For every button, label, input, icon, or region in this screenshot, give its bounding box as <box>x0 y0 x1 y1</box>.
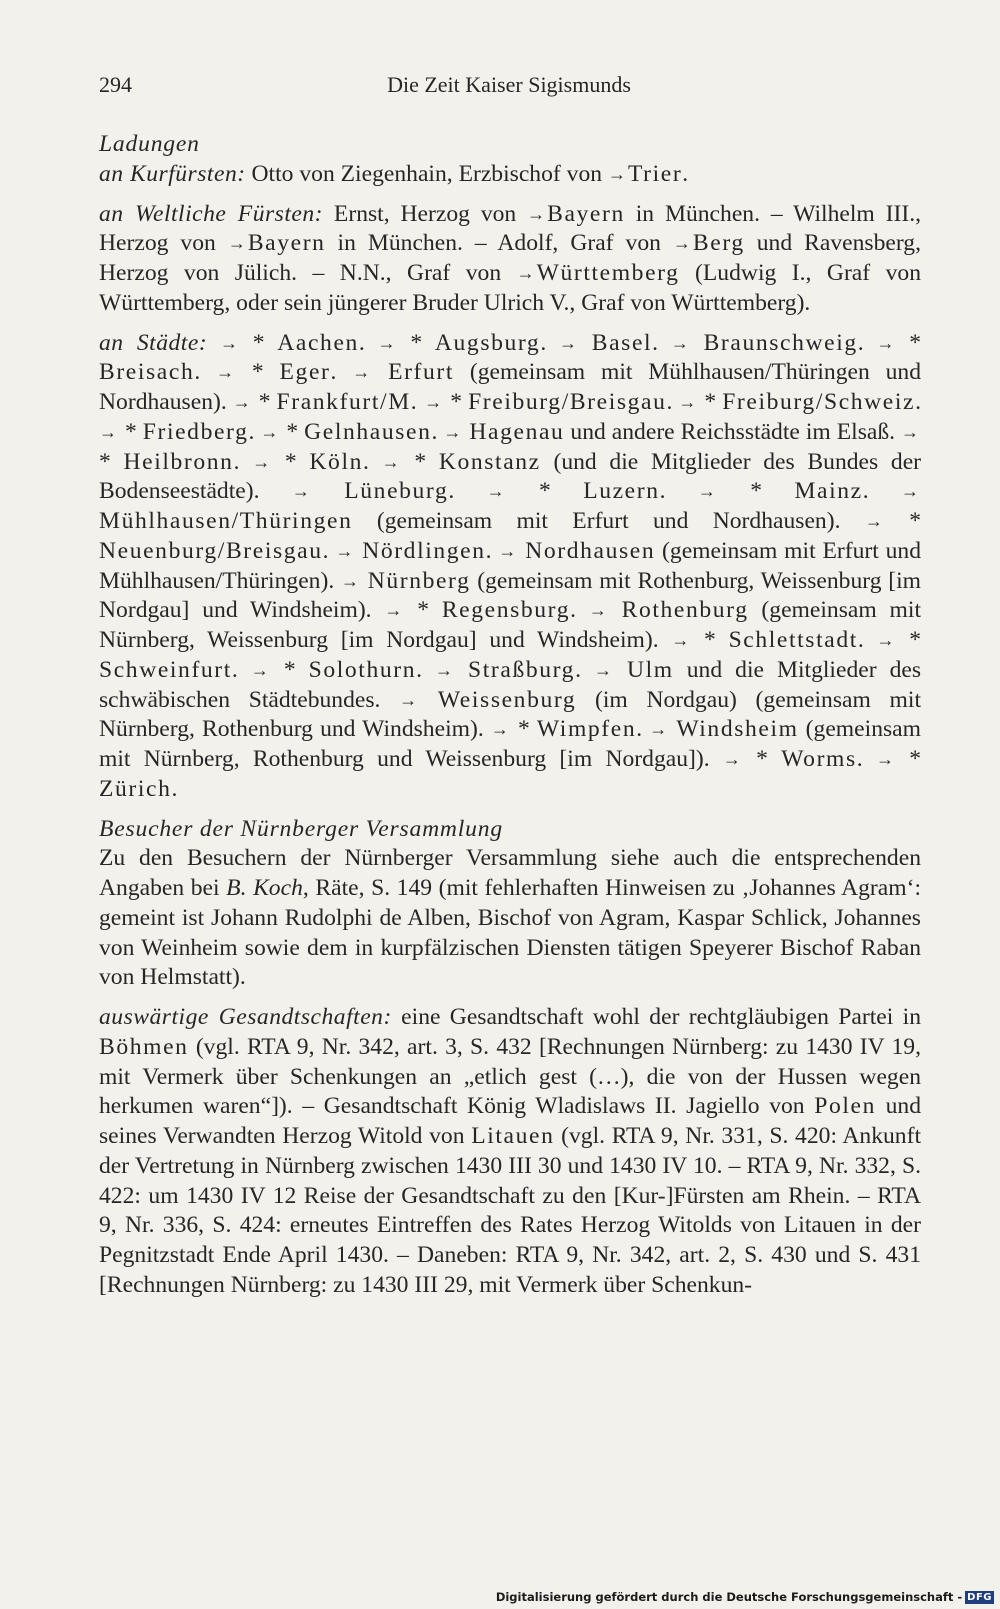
arrow-icon: → <box>252 451 271 472</box>
city-name: Straßburg <box>468 656 576 683</box>
arrow-icon: → <box>219 332 238 353</box>
text: (vgl. RTA 9, Nr. 342, art. 3, S. 432 [Rechnungen Nürnberg: zu 1430 IV 19, mit Vermerk über Schenkungen an „etlich gest (…), die von der Hussen wegen herkumen waren“]). – Gesandtschaft König Wladislaws II. Jagiello von <box>99 1033 921 1120</box>
city-note: . <box>857 329 877 356</box>
city-name: Köln <box>309 448 364 475</box>
city-name: Aachen <box>277 329 359 356</box>
city-note: . <box>540 329 559 356</box>
city-note: . <box>431 418 444 445</box>
arrow-icon: → <box>649 719 668 740</box>
city-name: Erfurt <box>388 359 455 386</box>
city-name: Gelnhausen <box>304 418 432 445</box>
city-name: Nürnberg <box>367 567 471 594</box>
arrow-icon: → <box>672 233 691 254</box>
arrow-icon: → <box>593 659 612 680</box>
city-note: . <box>330 359 353 386</box>
city-name: Regensburg <box>441 597 571 624</box>
city-note: . <box>636 716 650 743</box>
arrow-icon: → <box>527 203 546 224</box>
text: eine Gesandtschaft wohl der rechtgläubigen Partei in <box>391 1004 921 1030</box>
paragraph-weltliche-fuersten <box>99 200 921 319</box>
paragraph-kurfuersten <box>99 160 921 190</box>
city-note: . <box>231 656 251 683</box>
city-name: Basel <box>591 329 653 356</box>
asterisk-icon: * <box>742 746 782 772</box>
arrow-icon: → <box>588 600 607 621</box>
city-note: . <box>194 359 217 386</box>
asterisk-icon: * <box>404 597 442 624</box>
asterisk-icon: * <box>510 716 537 743</box>
section-heading-besucher: Besucher der Nürnberger Versammlung <box>99 815 503 842</box>
arrow-icon: → <box>607 163 626 184</box>
text: Ernst, Herzog von <box>323 200 528 227</box>
arrow-icon: → <box>490 719 509 740</box>
city-note: . <box>233 448 253 475</box>
arrow-icon: → <box>424 392 443 412</box>
asterisk-icon: * <box>717 478 795 505</box>
asterisk-icon: * <box>884 508 921 534</box>
arrow-icon: → <box>232 392 251 412</box>
city-name: Lüneburg <box>344 478 449 505</box>
city-note: . <box>322 537 336 564</box>
arrow-icon: → <box>516 263 535 283</box>
arrow-icon: → <box>670 332 689 353</box>
asterisk-icon: * <box>239 329 278 356</box>
city-note: . <box>659 478 698 505</box>
city-note: . <box>575 656 594 683</box>
cross-reference: Württemberg <box>536 260 680 286</box>
arrow-icon: → <box>377 332 396 353</box>
city-note: (im Nordgau) (gemeinsam mit Nürnberg, Rothenburg und Windsheim). <box>99 686 921 743</box>
city-name: Neuenburg/Breisgau <box>99 537 323 564</box>
arrow-icon: → <box>250 659 269 680</box>
arrow-icon: → <box>399 689 418 710</box>
city-note: . <box>248 418 261 445</box>
text: in München. – Adolf, Graf von <box>325 230 673 257</box>
city-name: Wimpfen <box>536 716 637 743</box>
cross-reference: Bayern <box>547 200 625 227</box>
city-note: (gemeinsam mit Nürnberg, Weissenburg [im Nordgau] und Windsheim). <box>99 597 921 653</box>
city-note: . <box>448 478 487 505</box>
city-note: (gemeinsam mit Erfurt und Mühlhausen/Thüringen). <box>99 537 922 594</box>
city-note: . <box>666 389 679 415</box>
asterisk-icon: * <box>236 359 280 386</box>
arrow-icon: → <box>486 481 505 502</box>
city-name: Nordhausen <box>525 537 656 564</box>
arrow-icon: → <box>443 421 462 442</box>
city-name: Windsheim <box>676 716 799 743</box>
page-body <box>99 130 921 1301</box>
arrow-icon: → <box>435 659 454 680</box>
arrow-icon: → <box>697 481 716 502</box>
city-name: Eger <box>279 359 331 386</box>
city-note: . <box>171 775 178 802</box>
dfg-logo-icon: DFG <box>967 1591 992 1603</box>
arrow-icon: → <box>381 451 400 472</box>
city-name: Braunschweig <box>703 329 858 356</box>
arrow-icon: → <box>558 332 577 353</box>
asterisk-icon: * <box>280 418 305 445</box>
cross-reference: Bayern <box>247 230 326 257</box>
city-note: (gemeinsam mit Nürnberg, Rothenburg und Weissenburg [im Nordgau]). <box>99 716 921 772</box>
running-title: Die Zeit Kaiser Sigismunds <box>387 72 631 97</box>
paragraph-besucher <box>99 844 921 993</box>
city-note: . <box>485 537 499 564</box>
digitization-footer <box>496 1590 994 1604</box>
arrow-icon: → <box>260 421 279 442</box>
asterisk-icon: * <box>895 746 921 772</box>
paragraph-auswaertige-gesandtschaften <box>99 1003 921 1301</box>
arrow-icon: → <box>352 362 371 383</box>
city-note: . <box>570 597 589 624</box>
asterisk-icon: * <box>896 627 922 653</box>
city-name: Luzern <box>583 478 660 505</box>
arrow-icon: → <box>876 332 895 353</box>
city-name: Worms <box>781 746 857 772</box>
text: Otto von Ziegenhain, Erzbischof von <box>245 160 608 187</box>
city-name: Friedberg <box>142 418 249 445</box>
text: (vgl. RTA 9, Nr. 331, S. 420: Ankunft der Vertretung in Nürnberg zwischen 1430 III 30 und 1430 IV 10. – RTA 9, Nr. 332, S. 422: um 1430 IV 12 Reise der Gesandtschaft zu den [Kur-]Fürsten am Rhein. – RTA 9, Nr. 336, S. 424: erneutes Eintreffen des Rates Herzog Witolds von Litauen in der Pegnitzstadt Ende April 1430. – Daneben: RTA 9, Nr. 342, art. 2, S. 430 und S. 431 [Rechnungen Nürnberg: zu 1430 III 29, mit Vermerk über Schenkun- <box>99 1123 922 1298</box>
city-name: Konstanz <box>438 448 541 475</box>
city-name: Hagenau <box>469 418 565 445</box>
arrow-icon: → <box>99 421 117 442</box>
asterisk-icon: * <box>272 448 310 475</box>
asterisk-icon: * <box>691 627 729 653</box>
city-name: Frankfurt/M. <box>276 389 419 415</box>
text: Zu den Besuchern der Nürnberger Versammlung siehe auch die entsprechenden Angaben bei <box>99 845 921 901</box>
asterisk-icon: * <box>698 389 723 415</box>
city-name: Ulm <box>627 656 674 683</box>
paragraph-staedte <box>99 329 921 805</box>
city-note: (gemeinsam mit Rothenburg, Weissenburg [im Nordgau] und Windsheim). <box>99 567 921 624</box>
asterisk-icon: * <box>99 448 124 475</box>
asterisk-icon: * <box>252 389 277 415</box>
asterisk-icon: * <box>896 329 921 356</box>
city-name: Augsburg <box>434 329 541 356</box>
arrow-icon: → <box>340 570 359 591</box>
city-note: . <box>915 389 922 415</box>
city-name: Mainz <box>794 478 863 505</box>
arrow-icon: → <box>901 421 920 442</box>
city-note: (gemeinsam mit Mühlhausen/Thüringen und Nordhausen). <box>99 359 921 415</box>
city-name: Schweinfurt <box>99 656 232 683</box>
section-heading-ladungen: Ladungen <box>99 131 200 157</box>
city-name: Rothenburg <box>621 597 749 624</box>
city-note: . <box>856 746 876 772</box>
arrow-icon: → <box>216 362 235 383</box>
cross-reference: Trier <box>627 160 683 187</box>
text: , Räte, S. 149 (mit fehlerhaften Hinweisen zu ‚Johannes Agram‘: gemeint ist Johann Rudolphi de Alben, Bischof von Agram, Kaspar Schlick, Johannes von Weinheim sowie dem in kurpfälzischen Diensten tätigen Speyerer Bischof Raban von Helmstatt). <box>99 875 922 991</box>
cross-reference: Berg <box>692 230 745 257</box>
label-staedte: an Städte: <box>99 329 208 356</box>
label-kurfuersten: an Kurfürsten: <box>99 160 246 187</box>
label-weltliche-fuersten: an Weltliche Fürsten: <box>99 200 324 227</box>
city-name: Freiburg/Schweiz <box>722 389 916 415</box>
city-note: (gemeinsam mit Erfurt und Nordhausen). <box>352 508 865 534</box>
asterisk-icon: * <box>506 478 584 505</box>
text: und seines Verwandten Herzog Witold von <box>99 1093 921 1149</box>
page-header <box>99 72 919 106</box>
asterisk-icon: * <box>270 656 309 683</box>
city-name: Breisach <box>99 359 195 386</box>
city-note: (und die Mitglieder des Bundes der Bodenseestädte). <box>99 448 922 505</box>
city-note: . <box>857 627 877 653</box>
arrow-icon: → <box>901 481 920 502</box>
place-name: Böhmen <box>99 1033 189 1060</box>
city-note: und die Mitglieder des schwäbischen Städtebundes. <box>99 656 922 713</box>
arrow-icon: → <box>671 630 690 650</box>
city-note: . <box>862 478 902 505</box>
arrow-icon: → <box>227 233 246 254</box>
city-note: . <box>416 656 436 683</box>
text: und Ravensberg, Herzog von Jülich. – N.N., Graf von <box>99 230 921 286</box>
arrow-icon: → <box>678 392 697 412</box>
author-reference: B. Koch <box>226 875 303 901</box>
city-note: . <box>358 329 378 356</box>
text: in München. – Wilhelm III., Herzog von <box>99 200 921 257</box>
place-name: Polen <box>814 1093 876 1120</box>
asterisk-icon: * <box>397 329 435 356</box>
footer-text: Digitalisierung gefördert durch die Deutsche Forschungsgemeinschaft - <box>495 1590 963 1604</box>
place-name: Litauen <box>471 1123 555 1149</box>
city-name: Freiburg/Breisgau <box>468 389 667 415</box>
city-name: Mühlhausen/Thüringen <box>99 508 353 534</box>
arrow-icon: → <box>291 481 310 502</box>
arrow-icon: → <box>722 749 741 769</box>
city-name: Schlettstadt <box>728 627 858 653</box>
city-name: Nördlingen <box>362 537 486 564</box>
city-name: Weissenburg <box>437 686 577 713</box>
asterisk-icon: * <box>119 418 143 445</box>
label-auswaertige-gesandtschaften: auswärtige Gesandtschaften: <box>99 1004 392 1030</box>
city-name: Zürich <box>99 775 172 802</box>
city-note: und andere Reichsstädte im Elsaß. <box>564 418 902 445</box>
city-note: . <box>363 448 382 475</box>
city-name: Heilbronn <box>123 448 234 475</box>
arrow-icon: → <box>498 540 517 561</box>
arrow-icon: → <box>875 749 894 769</box>
text: . <box>682 160 689 187</box>
arrow-icon: → <box>384 600 403 621</box>
city-name: Solothurn <box>308 656 417 683</box>
text: (Ludwig I., Graf von Württemberg, oder sein jüngerer Bruder Ulrich V., Graf von Württemberg). <box>99 260 921 316</box>
arrow-icon: → <box>335 540 354 561</box>
city-note: . <box>652 329 671 356</box>
asterisk-icon: * <box>401 448 439 475</box>
arrow-icon: → <box>876 630 895 650</box>
asterisk-icon: * <box>444 389 469 415</box>
arrow-icon: → <box>864 511 883 531</box>
page-number: 294 <box>99 72 132 97</box>
